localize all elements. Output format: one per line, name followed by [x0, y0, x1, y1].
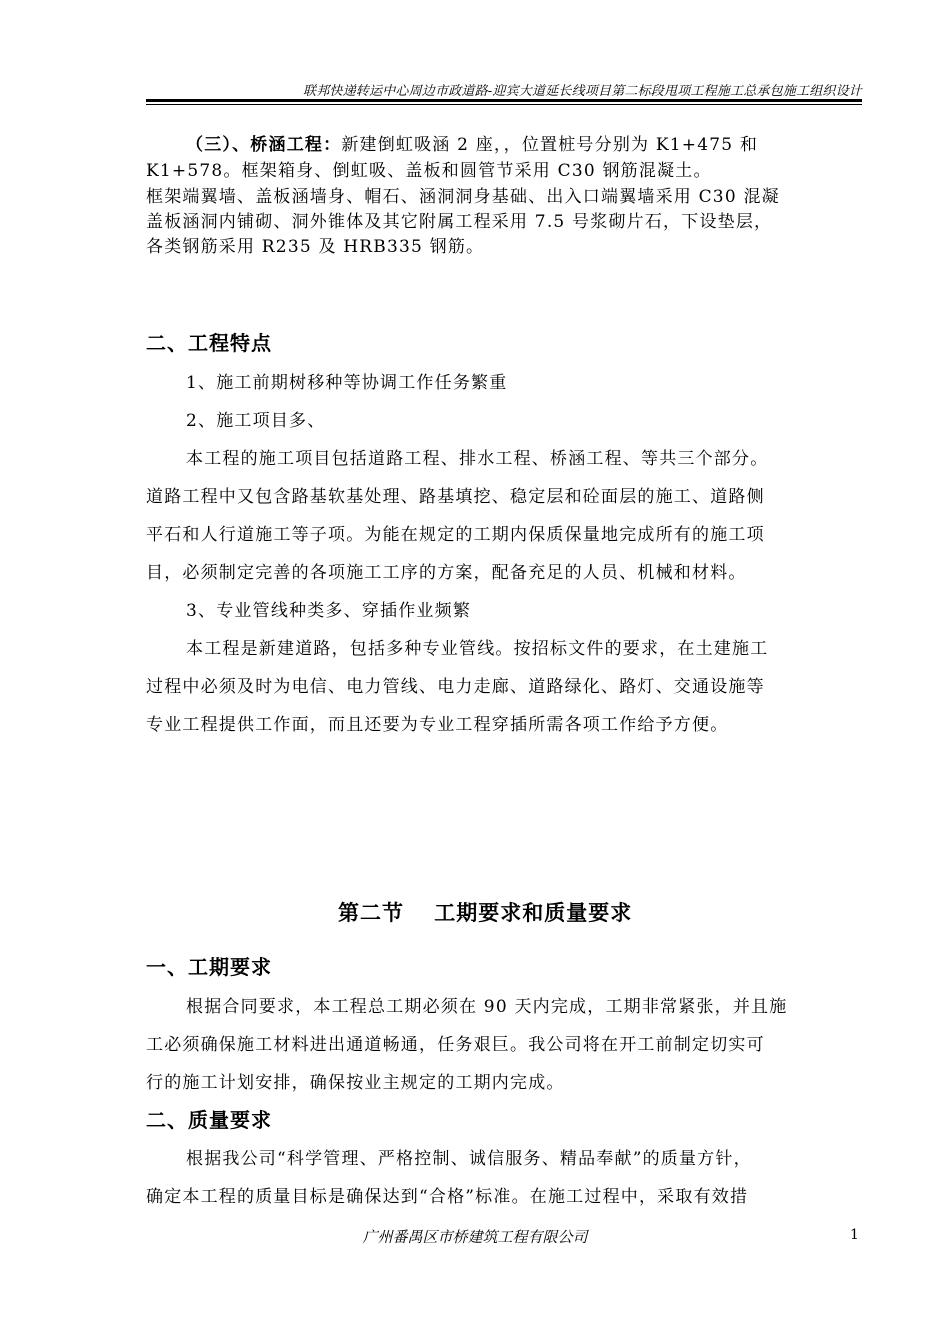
quality-para-line-1: 根据我公司“科学管理、严格控制、诚信服务、精品奉献”的质量方针，	[186, 1149, 752, 1169]
bridge-line-3: 框架端翼墙、盖板涵墙身、帽石、涵洞洞身基础、出入口端翼墙采用 C30 混凝	[146, 187, 780, 207]
header-rule-thick	[146, 99, 862, 102]
bridge-line-5: 各类钢筋采用 R235 及 HRB335 钢筋。	[146, 237, 485, 257]
header-rule-thin	[146, 104, 862, 105]
features-para2-line-2: 过程中必须及时为电信、电力管线、电力走廊、道路绿化、路灯、交通设施等	[146, 677, 765, 697]
features-item-1: 1、施工前期树移种等协调工作任务繁重	[186, 373, 508, 393]
bridge-line-1	[186, 130, 758, 155]
footer-company: 广州番禺区市桥建筑工程有限公司	[362, 1228, 588, 1246]
bridge-line-1-text: 新建倒虹吸涵 2 座，，位置桩号分别为 K1+475 和	[341, 135, 759, 155]
features-item-3: 3、专业管线种类多、穿插作业频繁	[186, 601, 472, 621]
features-para2-line-3: 专业工程提供工作面，而且还要为专业工程穿插所需各项工作给予方便。	[146, 715, 729, 735]
page-header-title: 联邦快递转运中心周边市政道路-迎宾大道延长线项目第二标段甩项工程施工总承包施工组织设计	[303, 84, 862, 99]
schedule-heading: 一、工期要求	[146, 955, 272, 979]
page-number: 1	[850, 1227, 859, 1243]
features-para1-line-2: 道路工程中又包含路基软基处理、路基填挖、稳定层和砼面层的施工、道路侧	[146, 487, 765, 507]
bridge-label: （三）、桥涵工程：	[186, 135, 342, 155]
section-title: 第二节 工期要求和质量要求	[338, 900, 633, 925]
features-para1-line-4: 目，必须制定完善的各项施工工序的方案，配备充足的人员、机械和材料。	[146, 563, 747, 583]
bridge-line-2: K1+578。框架箱身、倒虹吸、盖板和圆管节采用 C30 钢筋混凝土。	[146, 161, 712, 181]
features-para2-line-1: 本工程是新建道路，包括多种专业管线。按招标文件的要求，在土建施工	[186, 639, 769, 659]
features-para1-line-3: 平石和人行道施工等子项。为能在规定的工期内保质保量地完成所有的施工项	[146, 525, 765, 545]
features-para1-line-1: 本工程的施工项目包括道路工程、排水工程、桥涵工程、等共三个部分。	[186, 449, 769, 469]
quality-para-line-2: 确定本工程的质量目标是确保达到“合格”标准。在施工过程中，采取有效措	[146, 1187, 749, 1207]
features-item-2: 2、施工项目多、	[186, 411, 326, 431]
schedule-para-line-3: 行的施工计划安排，确保按业主规定的工期内完成。	[146, 1073, 565, 1093]
quality-heading: 二、质量要求	[146, 1108, 272, 1132]
features-heading: 二、工程特点	[146, 331, 272, 355]
bridge-line-4: 盖板涵洞内铺砌、洞外锥体及其它附属工程采用 7.5 号浆砌片石，下设垫层，	[146, 212, 773, 232]
schedule-para-line-1: 根据合同要求，本工程总工期必须在 90 天内完成，工期非常紧张，并且施	[186, 997, 788, 1017]
schedule-para-line-2: 工必须确保施工材料进出通道畅通，任务艰巨。我公司将在开工前制定切实可	[146, 1035, 765, 1055]
